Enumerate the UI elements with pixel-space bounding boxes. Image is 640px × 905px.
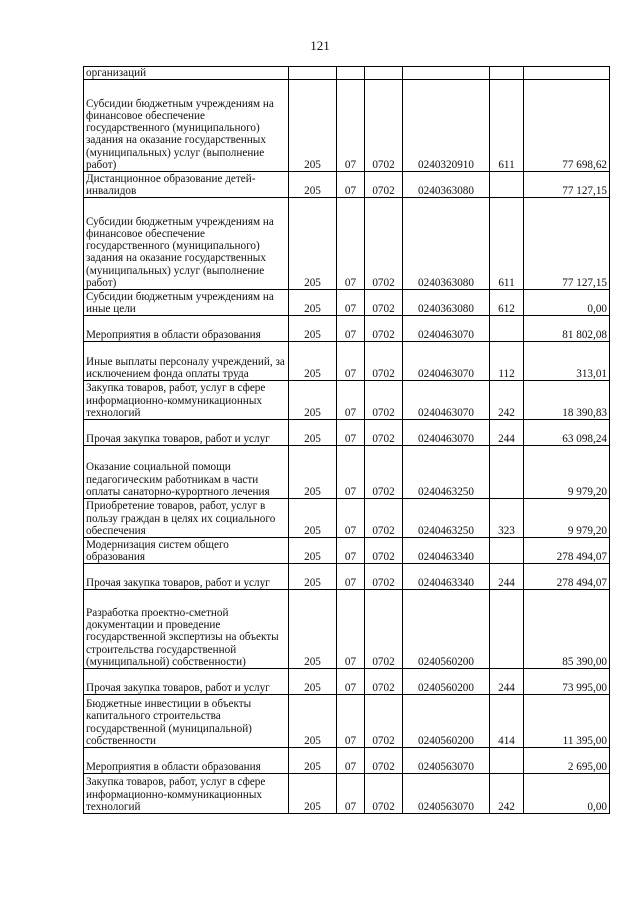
admin-code-cell: 205 <box>289 538 337 564</box>
expense-name-cell: Оказание социальной помощи педагогическим работникам в части оплаты санаторно-курортного лечения <box>84 446 289 499</box>
subsection-code-cell: 0702 <box>365 446 403 499</box>
section-code-cell: 07 <box>337 446 365 499</box>
expense-name-cell: Приобретение товаров, работ, услуг в пользу граждан в целях их социального обеспечения <box>84 499 289 538</box>
section-code-cell: 07 <box>337 669 365 695</box>
target-article-code-cell: 0240563070 <box>403 774 490 814</box>
expense-name-cell: Бюджетные инвестиции в объекты капитального строительства государственной (муниципальной) собственности <box>84 695 289 748</box>
target-article-code-cell: 0240560200 <box>403 590 490 669</box>
admin-code-cell: 205 <box>289 316 337 342</box>
table-row <box>84 538 610 564</box>
subsection-code-cell: 0702 <box>365 316 403 342</box>
amount-cell: 0,00 <box>524 774 610 814</box>
table-row <box>84 316 610 342</box>
amount-cell: 9 979,20 <box>524 446 610 499</box>
amount-cell: 63 098,24 <box>524 420 610 446</box>
amount-cell: 77 698,62 <box>524 80 610 172</box>
target-article-code-cell: 0240463070 <box>403 342 490 381</box>
target-article-code-cell: 0240463070 <box>403 316 490 342</box>
amount-cell: 77 127,15 <box>524 172 610 198</box>
amount-cell: 77 127,15 <box>524 198 610 290</box>
expense-name-cell: Закупка товаров, работ, услуг в сфере информационно-коммуникационных технологий <box>84 774 289 814</box>
admin-code-cell: 205 <box>289 342 337 381</box>
table-row <box>84 669 610 695</box>
amount-cell: 18 390,83 <box>524 381 610 420</box>
expense-name-cell: Дистанционное образование детей-инвалидов <box>84 172 289 198</box>
admin-code-cell: 205 <box>289 564 337 590</box>
table-row <box>84 420 610 446</box>
table-row <box>84 67 610 80</box>
table-row <box>84 342 610 381</box>
subsection-code-cell: 0702 <box>365 172 403 198</box>
subsection-code-cell: 0702 <box>365 80 403 172</box>
amount-cell: 85 390,00 <box>524 590 610 669</box>
admin-code-cell: 205 <box>289 590 337 669</box>
expense-name-cell: Субсидии бюджетным учреждениям на иные цели <box>84 290 289 316</box>
target-article-code-cell: 0240463070 <box>403 420 490 446</box>
section-code-cell <box>337 67 365 80</box>
expense-name-cell: организаций <box>84 67 289 80</box>
expense-type-code-cell: 244 <box>490 420 524 446</box>
section-code-cell: 07 <box>337 564 365 590</box>
section-code-cell: 07 <box>337 172 365 198</box>
table-row <box>84 381 610 420</box>
section-code-cell: 07 <box>337 748 365 774</box>
section-code-cell: 07 <box>337 198 365 290</box>
section-code-cell: 07 <box>337 80 365 172</box>
admin-code-cell: 205 <box>289 198 337 290</box>
subsection-code-cell: 0702 <box>365 499 403 538</box>
expense-type-code-cell <box>490 446 524 499</box>
subsection-code-cell: 0702 <box>365 342 403 381</box>
table-row <box>84 290 610 316</box>
expense-type-code-cell: 612 <box>490 290 524 316</box>
subsection-code-cell: 0702 <box>365 290 403 316</box>
amount-cell: 278 494,07 <box>524 538 610 564</box>
target-article-code-cell: 0240563070 <box>403 748 490 774</box>
target-article-code-cell: 0240463340 <box>403 538 490 564</box>
expense-type-code-cell: 244 <box>490 564 524 590</box>
admin-code-cell: 205 <box>289 290 337 316</box>
expense-name-cell: Модернизация систем общего образования <box>84 538 289 564</box>
admin-code-cell: 205 <box>289 172 337 198</box>
target-article-code-cell: 0240463250 <box>403 446 490 499</box>
admin-code-cell: 205 <box>289 695 337 748</box>
admin-code-cell <box>289 67 337 80</box>
expense-name-cell: Мероприятия в области образования <box>84 316 289 342</box>
expense-name-cell: Иные выплаты персоналу учреждений, за исключением фонда оплаты труда <box>84 342 289 381</box>
expense-name-cell: Закупка товаров, работ, услуг в сфере информационно-коммуникационных технологий <box>84 381 289 420</box>
expense-type-code-cell <box>490 316 524 342</box>
target-article-code-cell: 0240363080 <box>403 198 490 290</box>
subsection-code-cell: 0702 <box>365 669 403 695</box>
amount-cell: 9 979,20 <box>524 499 610 538</box>
section-code-cell: 07 <box>337 538 365 564</box>
amount-cell: 0,00 <box>524 290 610 316</box>
expense-type-code-cell: 242 <box>490 774 524 814</box>
target-article-code-cell: 0240463340 <box>403 564 490 590</box>
admin-code-cell: 205 <box>289 669 337 695</box>
target-article-code-cell: 0240363080 <box>403 172 490 198</box>
target-article-code-cell: 0240463250 <box>403 499 490 538</box>
budget-table-body <box>84 67 610 814</box>
section-code-cell: 07 <box>337 590 365 669</box>
expense-name-cell: Субсидии бюджетным учреждениям на финансовое обеспечение государственного (муниципального) задания на оказание государственных (муниципальных) услуг (выполнение работ) <box>84 198 289 290</box>
target-article-code-cell: 0240320910 <box>403 80 490 172</box>
amount-cell: 73 995,00 <box>524 669 610 695</box>
amount-cell <box>524 67 610 80</box>
subsection-code-cell: 0702 <box>365 420 403 446</box>
expense-name-cell: Прочая закупка товаров, работ и услуг <box>84 669 289 695</box>
section-code-cell: 07 <box>337 420 365 446</box>
amount-cell: 278 494,07 <box>524 564 610 590</box>
admin-code-cell: 205 <box>289 499 337 538</box>
expense-name-cell: Субсидии бюджетным учреждениям на финансовое обеспечение государственного (муниципального) задания на оказание государственных (муниципальных) услуг (выполнение работ) <box>84 80 289 172</box>
table-row <box>84 172 610 198</box>
section-code-cell: 07 <box>337 499 365 538</box>
expense-type-code-cell: 323 <box>490 499 524 538</box>
subsection-code-cell: 0702 <box>365 381 403 420</box>
target-article-code-cell: 0240560200 <box>403 695 490 748</box>
expense-type-code-cell <box>490 67 524 80</box>
admin-code-cell: 205 <box>289 80 337 172</box>
section-code-cell: 07 <box>337 316 365 342</box>
expense-type-code-cell: 242 <box>490 381 524 420</box>
admin-code-cell: 205 <box>289 774 337 814</box>
table-row <box>84 564 610 590</box>
expense-type-code-cell: 611 <box>490 80 524 172</box>
expense-name-cell: Мероприятия в области образования <box>84 748 289 774</box>
admin-code-cell: 205 <box>289 420 337 446</box>
section-code-cell: 07 <box>337 290 365 316</box>
expense-type-code-cell <box>490 172 524 198</box>
expense-type-code-cell: 611 <box>490 198 524 290</box>
expense-name-cell: Прочая закупка товаров, работ и услуг <box>84 564 289 590</box>
table-row <box>84 748 610 774</box>
table-row <box>84 80 610 172</box>
subsection-code-cell: 0702 <box>365 564 403 590</box>
table-row <box>84 590 610 669</box>
section-code-cell: 07 <box>337 695 365 748</box>
table-row <box>84 774 610 814</box>
expense-type-code-cell: 244 <box>490 669 524 695</box>
table-row <box>84 695 610 748</box>
admin-code-cell: 205 <box>289 748 337 774</box>
subsection-code-cell <box>365 67 403 80</box>
expense-type-code-cell: 112 <box>490 342 524 381</box>
target-article-code-cell: 0240363080 <box>403 290 490 316</box>
admin-code-cell: 205 <box>289 381 337 420</box>
budget-table <box>83 66 610 814</box>
amount-cell: 2 695,00 <box>524 748 610 774</box>
section-code-cell: 07 <box>337 774 365 814</box>
amount-cell: 81 802,08 <box>524 316 610 342</box>
table-row <box>84 446 610 499</box>
expense-name-cell: Разработка проектно-сметной документации и проведение государственной экспертизы на объекты строительства государственной (муниципальной) собственности) <box>84 590 289 669</box>
target-article-code-cell: 0240560200 <box>403 669 490 695</box>
expense-type-code-cell <box>490 538 524 564</box>
expense-type-code-cell <box>490 748 524 774</box>
amount-cell: 11 395,00 <box>524 695 610 748</box>
subsection-code-cell: 0702 <box>365 695 403 748</box>
amount-cell: 313,01 <box>524 342 610 381</box>
section-code-cell: 07 <box>337 342 365 381</box>
section-code-cell: 07 <box>337 381 365 420</box>
admin-code-cell: 205 <box>289 446 337 499</box>
expense-type-code-cell <box>490 590 524 669</box>
subsection-code-cell: 0702 <box>365 538 403 564</box>
table-row <box>84 198 610 290</box>
expense-type-code-cell: 414 <box>490 695 524 748</box>
subsection-code-cell: 0702 <box>365 748 403 774</box>
expense-name-cell: Прочая закупка товаров, работ и услуг <box>84 420 289 446</box>
table-row <box>84 499 610 538</box>
subsection-code-cell: 0702 <box>365 590 403 669</box>
page-number: 121 <box>310 38 330 53</box>
subsection-code-cell: 0702 <box>365 774 403 814</box>
subsection-code-cell: 0702 <box>365 198 403 290</box>
target-article-code-cell: 0240463070 <box>403 381 490 420</box>
target-article-code-cell <box>403 67 490 80</box>
